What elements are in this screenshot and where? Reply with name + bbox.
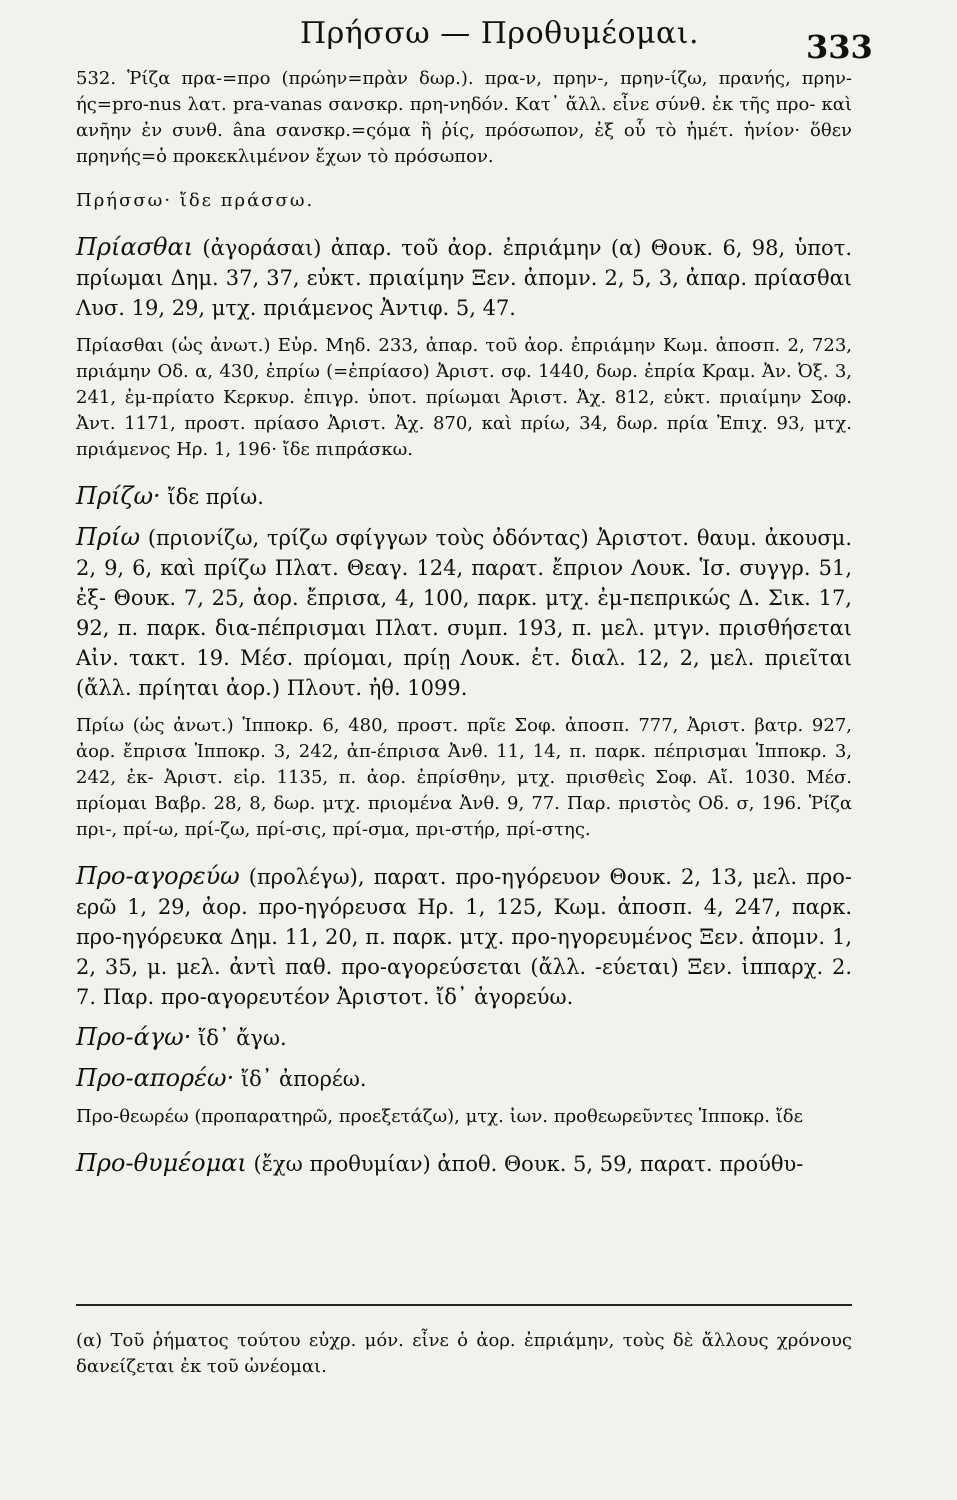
footnote-divider <box>76 1304 852 1306</box>
entry-pro-theoreo: Προ-θεωρέω (προπαρατηρῶ, προεξετάζω), μτχ. ἰων. προθεωρεῦντες Ἱπποκρ. ἴδε <box>76 1106 803 1127</box>
entry-pro-thymeomai <box>76 1148 852 1179</box>
page-header <box>0 0 957 70</box>
dictionary-body <box>76 66 852 1179</box>
entry-text: (προλέγω), παρατ. προ-ηγόρευον Θουκ. 2, 13, μελ. προ-ερῶ 1, 29, ἀορ. προ-ηγόρευσα Ηρ. 1, 125, Κωμ. ἀποσπ. 4, 247, παρκ. προ-ηγόρευκα Δημ. 11, 20, π. παρκ. μτχ. προ-ηγορευμένος Ξεν. ἀπομν. 1, 2, 35, μ. μελ. ἀντὶ παθ. προ-αγορεύσεται (ἄλλ. -εύεται) Ξεν. ἱππαρχ. 2. 7. Παρ. προ-αγορευτέον Ἀριστοτ. ἴδ᾽ ἀγορεύω. <box>76 865 852 1009</box>
entry-text: (ἔχω προθυμίαν) ἀποθ. Θουκ. 5, 59, παρατ. προύθυ- <box>246 1152 804 1176</box>
headword: Προ-αγορεύω <box>76 862 240 890</box>
entry-text: ἴδ᾽ ἄγω. <box>191 1026 287 1050</box>
headword: Προ-απορέω· <box>76 1064 235 1092</box>
footnote: (α) Τοῦ ῥήματος τούτου εὐχρ. μόν. εἶνε ὁ ἀορ. ἐπριάμην, τοὺς δὲ ἄλλους χρόνους δανείζεται ἐκ τοῦ ὠνέομαι. <box>76 1330 852 1377</box>
headword: Πρίασθαι <box>76 233 194 261</box>
headword: Προ-άγω· <box>76 1023 192 1051</box>
entry-text: (ἀγοράσαι) ἀπαρ. τοῦ ἀορ. ἐπριάμην (α) Θουκ. 6, 98, ὑποτ. πρίωμαι Δημ. 37, 37, εὐκτ. πριαίμην Ξεν. ἀπομν. 2, 5, 3, ἀπαρ. πρίασθαι Λυσ. 19, 29, μτχ. πριάμενος Ἀντιφ. 5, 47. <box>76 236 852 320</box>
headword: Προ-θυμέομαι <box>76 1149 247 1177</box>
entry-pro-aporeo <box>76 1063 852 1094</box>
entry-presso: Πρήσσω· ἴδε πράσσω. <box>76 190 315 211</box>
entry-prio-notes: Πρίω (ὡς ἀνωτ.) Ἱπποκρ. 6, 480, προστ. πρῖε Σοφ. ἀποσπ. 777, Ἀριστ. βατρ. 927, ἀορ. ἔπρισα Ἱπποκρ. 3, 242, ἀπ-έπρισα Ἀνθ. 11, 14, π. παρκ. πέπρισμαι Ἱπποκρ. 3, 242, ἐκ- Ἀριστ. εἰρ. 1135, π. ἀορ. ἐπρίσθην, μτχ. πρισθεὶς Σοφ. Αἴ. 1030. Μέσ. πρίομαι Βαβρ. 28, 8, δωρ. μτχ. πριομένα Ἀνθ. 9, 77. Παρ. πριστὸς Οδ. σ, 196. Ῥίζα πρι-, πρί-ω, πρί-ζω, πρί-σις, πρί-σμα, πρι-στήρ, πρί-στης. <box>76 715 852 840</box>
page-number: 333 <box>806 28 873 66</box>
entry-prio <box>76 522 852 703</box>
entry-text: ἴδε πρίω. <box>160 485 264 509</box>
entry-prizo <box>76 481 852 512</box>
entry-text: (πριονίζω, τρίζω σφίγγων τοὺς ὀδόντας) Ἀριστοτ. θαυμ. ἀκουσμ. 2, 9, 6, καὶ πρίζω Πλατ. Θεαγ. 124, παρατ. ἔπριον Λουκ. Ἱσ. συγγρ. 51, ἐξ- Θουκ. 7, 25, ἀορ. ἔπρισα, 4, 100, παρκ. μτχ. ἐμ-πεπρικώς Δ. Σικ. 17, 92, π. παρκ. δια-πέπρισμαι Πλατ. συμπ. 193, π. μελ. μτγν. πρισθήσεται Αἰν. τακτ. 19. Μέσ. πρίομαι, πρίῃ Λουκ. ἑτ. διαλ. 12, 2, μελ. πριεῖται (ἄλλ. πρίηται ἀορ.) Πλουτ. ἠθ. 1099. <box>76 526 852 700</box>
entry-pro-ago <box>76 1022 852 1053</box>
headword: Πρίω <box>76 523 141 551</box>
entry-pro-agoreuo <box>76 861 852 1012</box>
entry-priasthai <box>76 232 852 323</box>
running-title: Πρήσσω — Προθυμέομαι. <box>300 16 700 51</box>
entry-root-pra: 532. Ῥίζα πρα-=προ (πρώην=πρὰν δωρ.). πρα-ν, πρην-, πρην-ίζω, πρανής, πρην-ής=pro-nus λατ. pra-vanas σανσκρ. πρη-νηδόν. Κατ᾽ ἄλλ. εἶνε σύνθ. ἐκ τῆς προ- καὶ ανῆην ἐν συνθ. âna σανσκρ.=ςόμα ἢ ῥίς, πρόσωπον, ἐξ οὗ τὸ ἡμέτ. ἡνίον· ὅθεν πρηνής=ὁ προκεκλιμένον ἔχων τὸ πρόσωπον. <box>76 68 852 167</box>
entry-priasthai-notes: Πρίασθαι (ὡς ἀνωτ.) Εὐρ. Μηδ. 233, ἀπαρ. τοῦ ἀορ. ἐπριάμην Κωμ. ἀποσπ. 2, 723, πριάμην Οδ. α, 430, ἐπρίω (=ἐπρίασο) Ἀριστ. σφ. 1440, δωρ. ἐπρία Κραμ. Ἀν. Ὀξ. 3, 241, ἐμ-πρίατο Κερκυρ. ἐπιγρ. ὑποτ. πρίωμαι Ἀριστ. Ἀχ. 812, εὐκτ. πριαίμην Σοφ. Ἀντ. 1171, προστ. πρίασο Ἀριστ. Ἀχ. 870, καὶ πρίω, 34, δωρ. πρία Ἐπιχ. 93, μτχ. πριάμενος Ηρ. 1, 196· ἴδε πιπράσκω. <box>76 335 852 460</box>
entry-text: ἴδ᾽ ἀπορέω. <box>234 1067 367 1091</box>
headword: Πρίζω· <box>76 482 161 510</box>
